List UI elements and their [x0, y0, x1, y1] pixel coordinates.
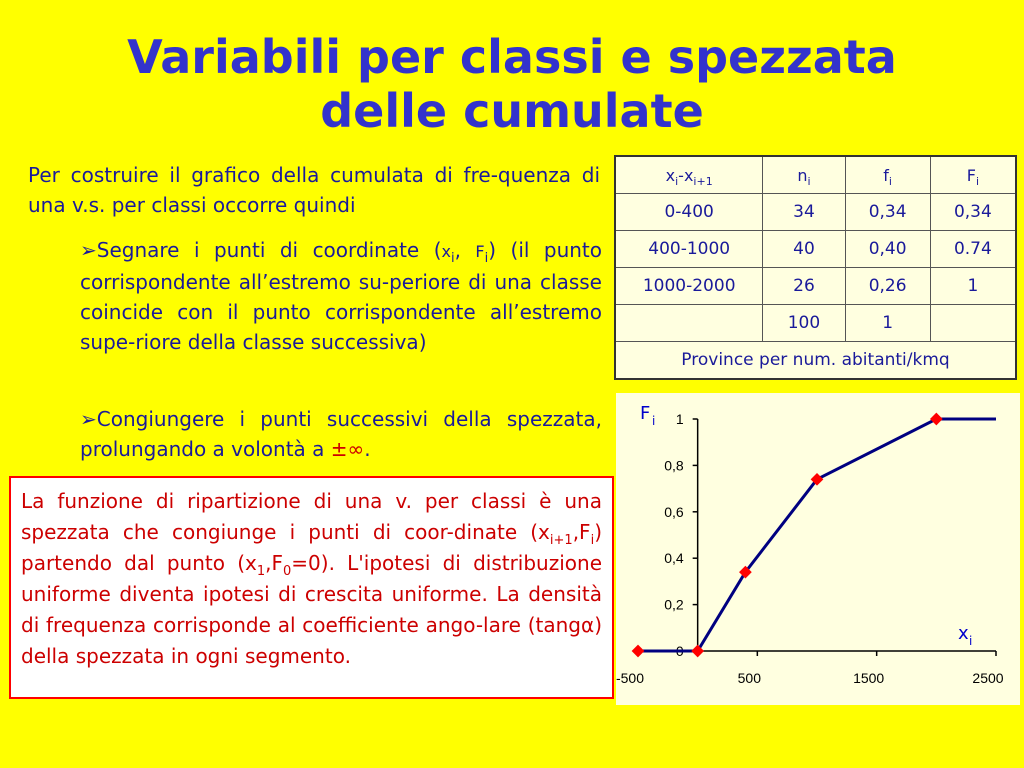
table-row	[615, 305, 1016, 342]
header-cumulative-frequency: $F_i$	[930, 156, 1016, 194]
y-tick-label: 0,8	[664, 457, 684, 474]
table-cell	[615, 305, 763, 342]
table-cell: 34	[763, 194, 845, 231]
table-cell: 1	[930, 268, 1016, 305]
table-row	[615, 194, 1016, 231]
bullet-connect-points: ➢Congiungere i punti successivi della spezzata, prolungando a volontà a ±∞.	[80, 407, 602, 461]
cumulative-chart-svg	[616, 393, 1020, 705]
header-absolute-frequency: $n_i$	[763, 156, 845, 194]
table-cell: 26	[763, 268, 845, 305]
table-caption: Province per num. abitanti/kmq	[615, 342, 1016, 380]
alpha-symbol: α	[581, 613, 595, 637]
intro-paragraph: Per costruire il grafico della cumulata di fre-quenza di una v.s. per classi occorre quindi	[28, 163, 600, 217]
data-point-marker	[632, 645, 645, 658]
definition-box: La funzione di ripartizione di una v. per classi è una spezzata che congiunge i punti di coor-dinate $(x_{i+1},F_i)$ partendo dal punto $(x_1,F_0=0)$. L'ipotesi di distribuzione uniforme diventa ipotesi di crescita uniforme. La densità di frequenza corrisponde al coefficiente ango-lare (tangα) della spezzata in ogni segmento.	[9, 476, 614, 699]
table-cell: 1000-2000	[615, 268, 763, 305]
x-tick-label: 500	[737, 670, 762, 686]
data-point-marker	[691, 645, 704, 658]
frequency-table	[614, 155, 1017, 380]
table-caption-row	[615, 342, 1016, 380]
table-cell: 1	[845, 305, 930, 342]
y-tick-label: 0	[675, 643, 684, 659]
header-relative-frequency: $f_i$	[845, 156, 930, 194]
table-cell: 40	[763, 231, 845, 268]
table-cell: 100	[763, 305, 845, 342]
title-line-2: delle cumulate	[320, 84, 704, 138]
y-tick-label: 0,6	[664, 503, 684, 520]
data-point-marker	[930, 413, 943, 426]
y-tick-label: 0,2	[664, 596, 684, 613]
table-row	[615, 231, 1016, 268]
arrow-bullet-icon: ➢	[80, 238, 97, 262]
bullet-mark-points: ➢Segnare i punti di coordinate ($x_i$, $F_i$) (il punto corrispondente all’estremo su-periore di una classe coincide con il punto corrispondente all’estremo supe-riore della classe successiva)	[80, 238, 603, 354]
table-cell: 0,34	[845, 194, 930, 231]
table-cell: 400-1000	[615, 231, 763, 268]
table-header-row	[615, 156, 1016, 194]
table-row	[615, 268, 1016, 305]
x-axis-label: x	[958, 623, 969, 644]
table-cell: 0,26	[845, 268, 930, 305]
x-tick-label: -500	[616, 670, 645, 686]
x-tick-label: 1500	[853, 670, 885, 686]
arrow-bullet-icon: ➢	[80, 407, 97, 431]
table-cell	[930, 305, 1016, 342]
slide-title	[0, 30, 1024, 138]
x-axis-label-sub: i	[969, 634, 973, 648]
cumulative-line	[638, 419, 996, 651]
cumulative-chart	[616, 393, 1020, 705]
table-cell: 0-400	[615, 194, 763, 231]
table-cell: 0,40	[845, 231, 930, 268]
y-axis-label: F	[640, 403, 651, 424]
y-tick-label: 1	[675, 411, 684, 427]
y-axis-label-sub: i	[652, 414, 656, 428]
x-tick-label: 2500	[972, 670, 1004, 686]
table-cell: 0.74	[930, 231, 1016, 268]
plus-minus-infinity-symbol: ±∞	[330, 437, 365, 461]
y-tick-label: 0,4	[664, 550, 684, 567]
table-cell: 0,34	[930, 194, 1016, 231]
header-class: $x_i-x_{i+1}$	[615, 156, 763, 194]
title-line-1: Variabili per classi e spezzata	[127, 30, 897, 84]
